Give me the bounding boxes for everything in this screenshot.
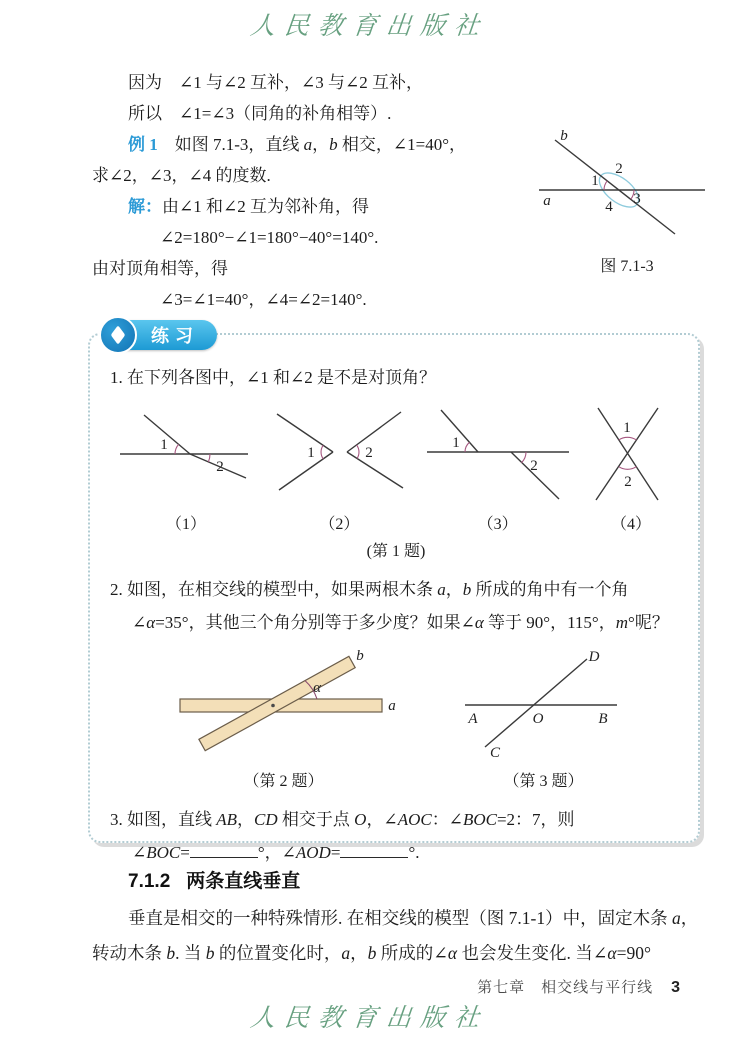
diagram-3 (423, 402, 573, 534)
example-ask-line: 求∠2，∠3，∠4 的度数. (92, 166, 271, 185)
diagram-1 (116, 402, 256, 534)
label-D: D (588, 649, 599, 665)
pivot-dot (271, 704, 275, 708)
label-2: 2 (615, 161, 623, 177)
lines-ab-cd-figure (459, 647, 629, 759)
label-3: 3 (633, 191, 641, 207)
label-a: a (543, 193, 551, 209)
label-b: b (355, 648, 364, 664)
formula-line-2: ∠3=∠1=40°，∠4=∠2=140°. (160, 290, 367, 309)
worked-example-block (92, 67, 562, 315)
figure-7-1-3 (537, 126, 717, 276)
angle-2-arc (208, 454, 210, 462)
question-2-line-2: ∠α=35°，其他三个角分别等于多少度？如果∠α 等于 90°，115°，m°呢？ (132, 613, 669, 632)
question-2-line-1: 2. 如图，在相交线的模型中，如果两根木条 a，b 所成的角中有一个角 (110, 580, 629, 599)
label-1: 1 (307, 445, 316, 461)
label-1: 1 (591, 173, 599, 189)
label-1: 1 (160, 437, 168, 453)
diagram-1-caption: （1） (165, 516, 206, 533)
angle-1-arc (604, 181, 607, 190)
section-paragraph-line-2: 转动木条 b. 当 b 的位置变化时，a，b 所成的∠α 也会发生变化. 当∠α=90° (92, 943, 651, 963)
chapter-title: 第七章 相交线与平行线 (477, 980, 654, 996)
line-b (555, 140, 675, 234)
section-title: 两条直线垂直 (186, 871, 301, 892)
label-1: 1 (623, 420, 631, 436)
diagram-2-figure (269, 402, 409, 502)
diagram-4 (586, 402, 676, 534)
diagram-2 (269, 402, 409, 534)
diagram-1-figure (116, 402, 256, 502)
diagram-4-figure (586, 402, 676, 502)
question-2-figure (164, 647, 404, 791)
solution-line-2: 由对顶角相等，得 (92, 259, 228, 278)
solution-text: 由∠1 和∠2 互为邻补角，得 (162, 197, 369, 216)
label-2: 2 (365, 445, 374, 461)
label-4: 4 (605, 199, 613, 215)
label-a: a (387, 698, 396, 714)
label-2: 2 (216, 459, 224, 475)
section-number: 7.1.2 (128, 871, 171, 892)
angle-1-arc (175, 444, 179, 454)
question-1-figure-caption: (第 1 题) (366, 543, 426, 560)
question-1: 1. 在下列各图中，∠1 和∠2 是不是对顶角？ (110, 368, 436, 387)
question-3-line-2: ∠BOC= °，∠AOD= °. (132, 843, 420, 862)
section-paragraph-line-1: 垂直是相交的一种特殊情形. 在相交线的模型（图 7.1-1）中，固定木条 a， (128, 908, 699, 928)
example-1-text: 如图 7.1-3，直线 a，b 相交，∠1=40°， (157, 135, 467, 154)
diagram-3-figure (423, 402, 573, 502)
label-b: b (560, 128, 568, 144)
example-1-label: 例 1 (128, 135, 158, 154)
solution-label: 解： (128, 197, 162, 216)
page-number: 3 (671, 979, 680, 996)
label-alpha: α (312, 680, 321, 696)
question-2-3-figures (110, 647, 682, 791)
question-1-diagrams (110, 402, 682, 534)
section-7-1-2 (92, 866, 702, 971)
diagram-4-caption: （4） (610, 516, 651, 533)
practice-box (88, 333, 700, 862)
angle-1-arc (465, 442, 469, 452)
question-3-figure-caption: （第 3 题） (503, 773, 584, 790)
angle-2-arc (619, 467, 637, 470)
question-3-figure (459, 647, 629, 791)
question-2-figure-caption: （第 2 题） (243, 773, 324, 790)
label-1: 1 (451, 435, 460, 451)
formula-line-1: ∠2=180°−∠1=180°−40°=140°. (160, 228, 379, 247)
label-O: O (532, 711, 543, 727)
figure-7-1-3-caption: 图 7.1-3 (600, 258, 654, 275)
label-C: C (489, 745, 500, 759)
line-cd (485, 659, 587, 747)
diagram-3-caption: （3） (477, 516, 518, 533)
practice-badge (99, 316, 217, 354)
label-B: B (597, 711, 608, 727)
example-1-line (92, 129, 562, 160)
angle-2-arc (521, 452, 526, 463)
question-3-line-1: 3. 如图，直线 AB，CD 相交于点 O，∠AOC：∠BOC=2：7，则 (110, 810, 575, 829)
pen-icon (99, 316, 137, 354)
publisher-watermark-bottom: 人民教育出版社 (248, 1003, 490, 1032)
practice-title: 练习 (151, 326, 199, 346)
section-heading (92, 866, 702, 893)
angle-1-arc (619, 437, 637, 440)
proof-line-2: 所以 ∠1=∠3（同角的补角相等）. (128, 104, 392, 123)
wood-sticks-figure (164, 647, 404, 759)
proof-line-1: 因为 ∠1 与∠2 互补，∠3 与∠2 互补， (128, 73, 423, 92)
publisher-watermark-top: 人民教育出版社 (248, 11, 490, 40)
figure-7-1-3-diagram (537, 126, 717, 244)
diagram-2-caption: （2） (319, 516, 360, 533)
angle-1-arc (321, 445, 323, 459)
label-A: A (467, 711, 478, 727)
label-2: 2 (529, 458, 538, 474)
angle-2-arc (357, 445, 359, 459)
solution-line (92, 191, 562, 222)
page-footer (477, 976, 680, 997)
pen-nib-glyph (111, 325, 126, 344)
label-2: 2 (624, 474, 632, 490)
